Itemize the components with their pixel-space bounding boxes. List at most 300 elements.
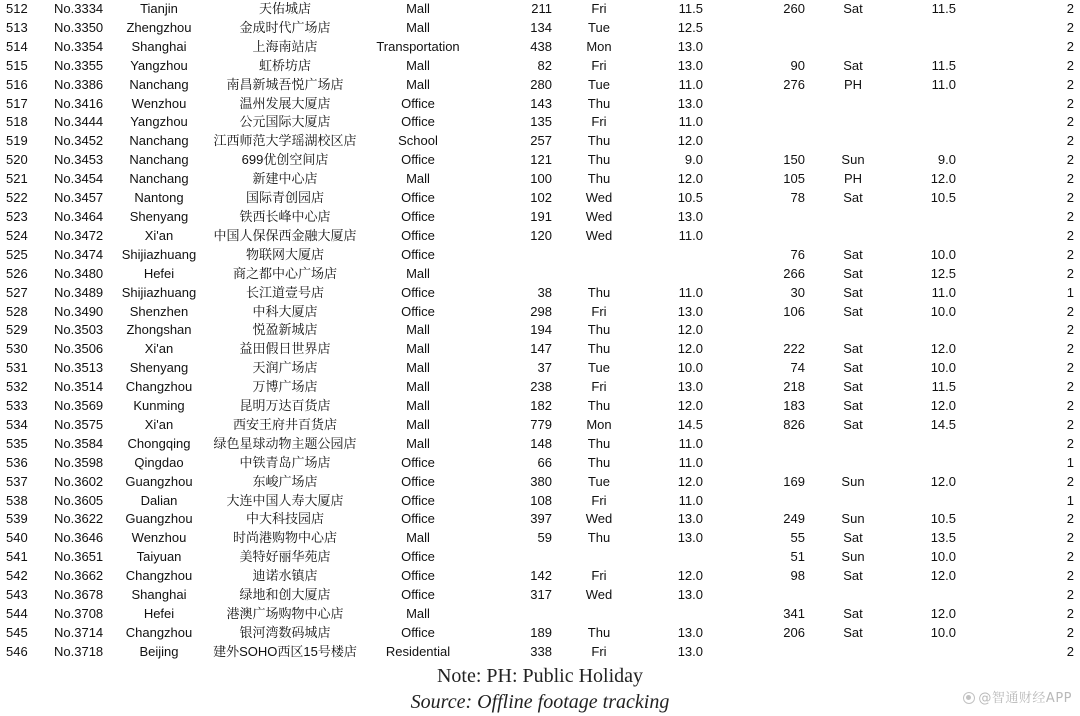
store-name-cell: 迪诺水镇店: [252, 568, 318, 584]
weekend-count-cell: 55: [790, 530, 805, 546]
weekday-value-cell: 12.5: [677, 19, 703, 35]
city-cell: Shanghai: [131, 587, 187, 603]
weekday-day-cell: Thu: [587, 435, 611, 451]
weekend-count-cell: 51: [790, 549, 805, 565]
store-number-cell: No.3453: [54, 152, 104, 168]
location-type-cell: Mall: [406, 398, 430, 414]
weekday-count-cell: 37: [537, 360, 552, 376]
weekday-count-cell: 66: [537, 454, 552, 470]
store-number-cell: No.3569: [54, 398, 104, 414]
rating-cell: 1: [1066, 284, 1074, 300]
weekday-count-cell: 82: [537, 57, 552, 73]
city-cell: Nanchang: [129, 133, 189, 149]
rating-cell: 2: [1066, 587, 1074, 603]
store-name-cell: 699优创空间店: [241, 152, 329, 168]
weekday-count-cell: 59: [537, 530, 552, 546]
store-number-cell: No.3474: [54, 246, 104, 262]
weekend-value-cell: 12.0: [930, 171, 956, 187]
city-cell: Shenyang: [129, 360, 189, 376]
city-cell: Changzhou: [125, 624, 193, 640]
store-number-cell: No.3651: [54, 549, 104, 565]
weekday-day-cell: Thu: [587, 133, 611, 149]
weekend-value-cell: 10.0: [930, 246, 956, 262]
weekend-value-cell: 12.0: [930, 568, 956, 584]
city-cell: Dalian: [140, 492, 178, 508]
weekday-count-cell: 108: [530, 492, 552, 508]
weekday-value-cell: 13.0: [677, 643, 703, 659]
weekend-count-cell: 222: [783, 341, 805, 357]
table-row: [0, 208, 1080, 227]
store-name-cell: 美特好丽华苑店: [239, 549, 331, 565]
store-name-cell: 益田假日世界店: [239, 341, 331, 357]
table-row: [0, 227, 1080, 246]
weekend-value-cell: 13.5: [930, 530, 956, 546]
weekday-value-cell: 11.0: [678, 284, 703, 300]
weekday-count-cell: 182: [530, 398, 552, 414]
weekend-day-cell: Sat: [843, 568, 863, 584]
weekday-day-cell: Tue: [588, 473, 610, 489]
city-cell: Qingdao: [134, 454, 184, 470]
weekend-value-cell: 12.0: [930, 341, 956, 357]
table-row: [0, 57, 1080, 76]
weekday-day-cell: Wed: [585, 227, 613, 243]
weekday-day-cell: Fri: [591, 568, 607, 584]
store-name-cell: 江西师范大学瑶湖校区店: [213, 133, 357, 149]
rating-cell: 2: [1066, 190, 1074, 206]
rating-cell: 2: [1066, 114, 1074, 130]
rating-cell: 2: [1066, 171, 1074, 187]
weekday-value-cell: 14.5: [677, 416, 703, 432]
location-type-cell: Mall: [406, 530, 430, 546]
table-row: [0, 340, 1080, 359]
watermark-text: @智通财经APP: [978, 691, 1072, 706]
weekday-count-cell: 779: [530, 416, 552, 432]
weekday-day-cell: Thu: [587, 530, 611, 546]
table-row: [0, 548, 1080, 567]
weekday-count-cell: 189: [530, 624, 552, 640]
weekday-day-cell: Fri: [591, 379, 607, 395]
rating-cell: 2: [1066, 1, 1074, 16]
city-cell: Xi'an: [144, 227, 174, 243]
weekday-value-cell: 12.0: [677, 171, 703, 187]
weekday-value-cell: 11.0: [678, 454, 703, 470]
weekday-count-cell: 100: [530, 171, 552, 187]
store-name-cell: 万博广场店: [252, 379, 318, 395]
city-cell: Hefei: [143, 606, 175, 621]
weekday-count-cell: 238: [530, 379, 552, 395]
store-number-cell: No.3480: [54, 265, 104, 281]
store-number-cell: No.3355: [54, 57, 104, 73]
rating-cell: 2: [1066, 208, 1074, 224]
row-index-cell: 545: [6, 624, 28, 640]
weekday-count-cell: 134: [530, 19, 552, 35]
rating-cell: 2: [1066, 568, 1074, 584]
table-row: [0, 586, 1080, 605]
eye-logo-icon: [963, 692, 975, 704]
location-type-cell: Mall: [406, 19, 430, 35]
row-index-cell: 514: [6, 38, 28, 54]
row-index-cell: 525: [6, 246, 28, 262]
store-name-cell: 银河湾数码城店: [239, 624, 331, 640]
row-index-cell: 530: [6, 341, 28, 357]
weekday-count-cell: 438: [530, 38, 552, 54]
weekday-day-cell: Thu: [587, 322, 611, 338]
weekday-day-cell: Tue: [588, 76, 610, 92]
weekday-value-cell: 12.0: [677, 322, 703, 338]
store-name-cell: 绿色星球动物主题公园店: [213, 435, 357, 451]
store-name-cell: 铁西长峰中心店: [239, 208, 331, 224]
store-name-cell: 上海南站店: [252, 38, 318, 54]
weekend-count-cell: 150: [783, 152, 805, 168]
location-type-cell: Mall: [406, 171, 430, 187]
weekday-day-cell: Wed: [585, 511, 613, 527]
rating-cell: 2: [1066, 435, 1074, 451]
rating-cell: 2: [1066, 265, 1074, 281]
row-index-cell: 512: [6, 1, 28, 16]
weekend-value-cell: 14.5: [930, 416, 956, 432]
store-name-cell: 中铁青岛广场店: [239, 454, 331, 470]
city-cell: Nanchang: [129, 171, 189, 187]
rating-cell: 2: [1066, 57, 1074, 73]
weekend-day-cell: Sat: [843, 265, 863, 281]
city-cell: Wenzhou: [131, 530, 187, 546]
table-row: [0, 151, 1080, 170]
store-number-cell: No.3513: [54, 360, 104, 376]
location-type-cell: Office: [401, 473, 435, 489]
store-number-cell: No.3584: [54, 435, 104, 451]
weekday-count-cell: 135: [530, 114, 552, 130]
store-name-cell: 新建中心店: [252, 171, 318, 187]
weekend-day-cell: Sat: [843, 530, 863, 546]
weekend-count-cell: 169: [783, 473, 805, 489]
city-cell: Nantong: [134, 190, 184, 206]
weekend-day-cell: Sat: [843, 246, 863, 262]
weekend-day-cell: Sun: [841, 511, 865, 527]
store-number-cell: No.3718: [54, 643, 104, 659]
table-row: [0, 95, 1080, 114]
store-number-cell: No.3452: [54, 133, 104, 149]
weekend-day-cell: PH: [843, 171, 863, 187]
weekend-value-cell: 10.0: [930, 360, 956, 376]
store-name-cell: 西安王府井百货店: [232, 416, 337, 432]
weekend-count-cell: 90: [790, 57, 805, 73]
city-cell: Chongqing: [127, 435, 191, 451]
city-cell: Tianjin: [140, 1, 178, 16]
weekday-value-cell: 11.0: [678, 227, 703, 243]
weekend-value-cell: 11.5: [931, 1, 956, 16]
rating-cell: 2: [1066, 549, 1074, 565]
table-row: [0, 189, 1080, 208]
weekday-value-cell: 11.0: [678, 492, 703, 508]
weekend-value-cell: 11.5: [931, 57, 956, 73]
store-number-cell: No.3503: [54, 322, 104, 338]
rating-cell: 2: [1066, 133, 1074, 149]
weekday-value-cell: 12.0: [677, 568, 703, 584]
city-cell: Kunming: [133, 398, 185, 414]
store-name-cell: 悦盈新城店: [252, 322, 318, 338]
weekend-day-cell: Sat: [843, 190, 863, 206]
city-cell: Changzhou: [125, 379, 193, 395]
weekend-value-cell: 10.0: [930, 549, 956, 565]
weekday-value-cell: 12.0: [677, 341, 703, 357]
store-name-cell: 天润广场店: [252, 360, 318, 376]
table-row: [0, 567, 1080, 586]
row-index-cell: 535: [6, 435, 28, 451]
weekday-value-cell: 13.0: [677, 379, 703, 395]
table-row: [0, 0, 1080, 19]
row-index-cell: 522: [6, 190, 28, 206]
rating-cell: 1: [1066, 454, 1074, 470]
location-type-cell: School: [398, 133, 438, 149]
store-number-cell: No.3602: [54, 473, 104, 489]
weekday-value-cell: 13.0: [677, 57, 703, 73]
weekend-count-cell: 183: [783, 398, 805, 414]
location-type-cell: Mall: [406, 416, 430, 432]
city-cell: Yangzhou: [130, 57, 188, 73]
store-name-cell: 物联网大厦店: [245, 246, 324, 262]
store-name-cell: 虹桥坊店: [258, 57, 311, 73]
weekday-day-cell: Thu: [587, 95, 611, 111]
store-name-cell: 大连中国人寿大厦店: [226, 492, 344, 508]
table-row: [0, 170, 1080, 189]
store-number-cell: No.3386: [54, 76, 104, 92]
store-number-cell: No.3708: [54, 606, 104, 621]
rating-cell: 2: [1066, 76, 1074, 92]
weekday-value-cell: 13.0: [677, 303, 703, 319]
table-row: [0, 38, 1080, 57]
row-index-cell: 526: [6, 265, 28, 281]
rating-cell: 2: [1066, 473, 1074, 489]
store-name-cell: 时尚港购物中心店: [232, 530, 337, 546]
row-index-cell: 533: [6, 398, 28, 414]
weekend-count-cell: 78: [790, 190, 805, 206]
store-number-cell: No.3598: [54, 454, 104, 470]
rating-cell: 2: [1066, 379, 1074, 395]
weekday-day-cell: Wed: [585, 190, 613, 206]
store-number-cell: No.3605: [54, 492, 104, 508]
table-row: [0, 643, 1080, 662]
store-name-cell: 温州发展大厦店: [239, 95, 331, 111]
store-name-cell: 国际青创园店: [245, 190, 324, 206]
row-index-cell: 536: [6, 454, 28, 470]
city-cell: Shenzhen: [129, 303, 189, 319]
store-number-cell: No.3350: [54, 19, 104, 35]
note-text: Note: PH: Public Holiday: [436, 665, 644, 687]
weekend-count-cell: 260: [783, 1, 805, 16]
rating-cell: 2: [1066, 303, 1074, 319]
table-row: [0, 529, 1080, 548]
weekday-day-cell: Thu: [587, 171, 611, 187]
weekday-value-cell: 13.0: [677, 587, 703, 603]
store-number-cell: No.3444: [54, 114, 104, 130]
city-cell: Zhengzhou: [126, 19, 192, 35]
weekend-day-cell: Sun: [841, 473, 865, 489]
weekday-count-cell: 121: [530, 152, 552, 168]
store-name-cell: 中大科技园店: [245, 511, 324, 527]
location-type-cell: Office: [401, 624, 435, 640]
weekend-day-cell: Sat: [843, 1, 863, 16]
weekend-value-cell: 10.5: [930, 511, 956, 527]
table-row: [0, 435, 1080, 454]
weekday-count-cell: 191: [530, 208, 552, 224]
weekday-value-cell: 11.0: [678, 114, 703, 130]
weekday-value-cell: 12.0: [677, 398, 703, 414]
store-name-cell: 天佑城店: [258, 1, 311, 16]
location-type-cell: Office: [401, 549, 435, 565]
store-name-cell: 中国人保保西金融大厦店: [213, 227, 357, 243]
weekend-value-cell: 10.5: [930, 190, 956, 206]
table-row: [0, 246, 1080, 265]
rating-cell: 2: [1066, 152, 1074, 168]
row-index-cell: 520: [6, 152, 28, 168]
store-name-cell: 建外SOHO西区15号楼店: [213, 643, 357, 659]
row-index-cell: 515: [6, 57, 28, 73]
weekday-day-cell: Thu: [587, 398, 611, 414]
weekday-value-cell: 13.0: [677, 511, 703, 527]
table-row: [0, 624, 1080, 643]
location-type-cell: Office: [401, 246, 435, 262]
location-type-cell: Office: [401, 454, 435, 470]
weekday-day-cell: Fri: [591, 57, 607, 73]
store-number-cell: No.3514: [54, 379, 104, 395]
weekday-count-cell: 120: [530, 227, 552, 243]
row-index-cell: 532: [6, 379, 28, 395]
weekday-day-cell: Wed: [585, 587, 613, 603]
weekday-count-cell: 147: [530, 341, 552, 357]
table-row: [0, 303, 1080, 322]
weekday-value-cell: 10.0: [677, 360, 703, 376]
weekday-value-cell: 9.0: [684, 152, 703, 168]
store-number-cell: No.3464: [54, 208, 104, 224]
weekday-count-cell: 143: [530, 95, 552, 111]
row-index-cell: 543: [6, 587, 28, 603]
table-row: [0, 454, 1080, 473]
store-name-cell: 港澳广场购物中心店: [226, 606, 344, 621]
weekday-count-cell: 211: [531, 1, 552, 16]
store-name-cell: 中科大厦店: [252, 303, 318, 319]
store-number-cell: No.3454: [54, 171, 104, 187]
location-type-cell: Mall: [406, 360, 430, 376]
weekend-value-cell: 12.0: [930, 473, 956, 489]
row-index-cell: 527: [6, 284, 28, 300]
location-type-cell: Office: [401, 152, 435, 168]
weekend-value-cell: 11.0: [931, 284, 956, 300]
weekday-value-cell: 13.0: [677, 530, 703, 546]
weekend-day-cell: Sat: [843, 379, 863, 395]
weekend-value-cell: 12.5: [930, 265, 956, 281]
store-number-cell: No.3490: [54, 303, 104, 319]
row-index-cell: 518: [6, 114, 28, 130]
store-name-cell: 南昌新城吾悦广场店: [226, 76, 344, 92]
location-type-cell: Office: [401, 227, 435, 243]
rating-cell: 2: [1066, 643, 1074, 659]
store-number-cell: No.3714: [54, 624, 104, 640]
weekend-value-cell: 10.0: [930, 624, 956, 640]
location-type-cell: Office: [401, 303, 435, 319]
rating-cell: 2: [1066, 398, 1074, 414]
location-type-cell: Office: [401, 587, 435, 603]
table-row: [0, 359, 1080, 378]
city-cell: Taiyuan: [136, 549, 182, 565]
rating-cell: 2: [1066, 530, 1074, 546]
row-index-cell: 538: [6, 492, 28, 508]
weekend-value-cell: 11.0: [931, 76, 956, 92]
weekend-value-cell: 12.0: [930, 606, 956, 621]
location-type-cell: Office: [401, 511, 435, 527]
store-name-cell: 商之都中心广场店: [232, 265, 337, 281]
weekday-count-cell: 38: [537, 284, 552, 300]
store-number-cell: No.3646: [54, 530, 104, 546]
weekday-count-cell: 102: [530, 190, 552, 206]
store-name-cell: 长江道壹号店: [245, 284, 324, 300]
rating-cell: 2: [1066, 416, 1074, 432]
location-type-cell: Office: [401, 492, 435, 508]
row-index-cell: 523: [6, 208, 28, 224]
weekend-day-cell: Sun: [841, 152, 865, 168]
store-number-cell: No.3354: [54, 38, 104, 54]
city-cell: Shijiazhuang: [121, 246, 197, 262]
location-type-cell: Office: [401, 208, 435, 224]
row-index-cell: 541: [6, 549, 28, 565]
weekday-count-cell: 298: [530, 303, 552, 319]
weekday-count-cell: 317: [530, 587, 552, 603]
table-row: [0, 284, 1080, 303]
store-name-cell: 绿地和创大厦店: [239, 587, 331, 603]
weekend-count-cell: 105: [783, 171, 805, 187]
rating-cell: 2: [1066, 246, 1074, 262]
city-cell: Changzhou: [125, 568, 193, 584]
row-index-cell: 529: [6, 322, 28, 338]
rating-cell: 2: [1066, 360, 1074, 376]
weekday-value-cell: 13.0: [677, 95, 703, 111]
weekday-day-cell: Mon: [586, 416, 612, 432]
weekend-day-cell: Sat: [843, 57, 863, 73]
weekday-day-cell: Wed: [585, 208, 613, 224]
weekend-day-cell: Sat: [843, 416, 863, 432]
weekend-count-cell: 98: [790, 568, 805, 584]
location-type-cell: Mall: [406, 379, 430, 395]
weekend-day-cell: Sat: [843, 624, 863, 640]
weekday-value-cell: 11.5: [678, 1, 703, 16]
weekend-count-cell: 74: [790, 360, 805, 376]
weekend-count-cell: 249: [783, 511, 805, 527]
table-row: [0, 378, 1080, 397]
city-cell: Guangzhou: [125, 473, 193, 489]
store-name-cell: 昆明万达百货店: [239, 398, 331, 414]
rating-cell: 1: [1066, 492, 1074, 508]
table-row: [0, 397, 1080, 416]
weekday-count-cell: 380: [530, 473, 552, 489]
weekend-count-cell: 218: [783, 379, 805, 395]
location-type-cell: Mall: [406, 76, 430, 92]
weekday-count-cell: 280: [530, 76, 552, 92]
store-number-cell: No.3489: [54, 284, 104, 300]
weekday-count-cell: 194: [530, 322, 552, 338]
table-row: [0, 416, 1080, 435]
row-index-cell: 534: [6, 416, 28, 432]
weekend-day-cell: Sat: [843, 284, 863, 300]
rating-cell: 2: [1066, 19, 1074, 35]
table-row: [0, 605, 1080, 624]
weekday-day-cell: Fri: [591, 643, 607, 659]
city-cell: Beijing: [139, 643, 179, 659]
store-number-cell: No.3678: [54, 587, 104, 603]
city-cell: Xi'an: [144, 416, 174, 432]
row-index-cell: 544: [6, 606, 28, 621]
weekday-value-cell: 10.5: [677, 190, 703, 206]
weekend-day-cell: Sun: [841, 549, 865, 565]
location-type-cell: Mall: [406, 322, 430, 338]
